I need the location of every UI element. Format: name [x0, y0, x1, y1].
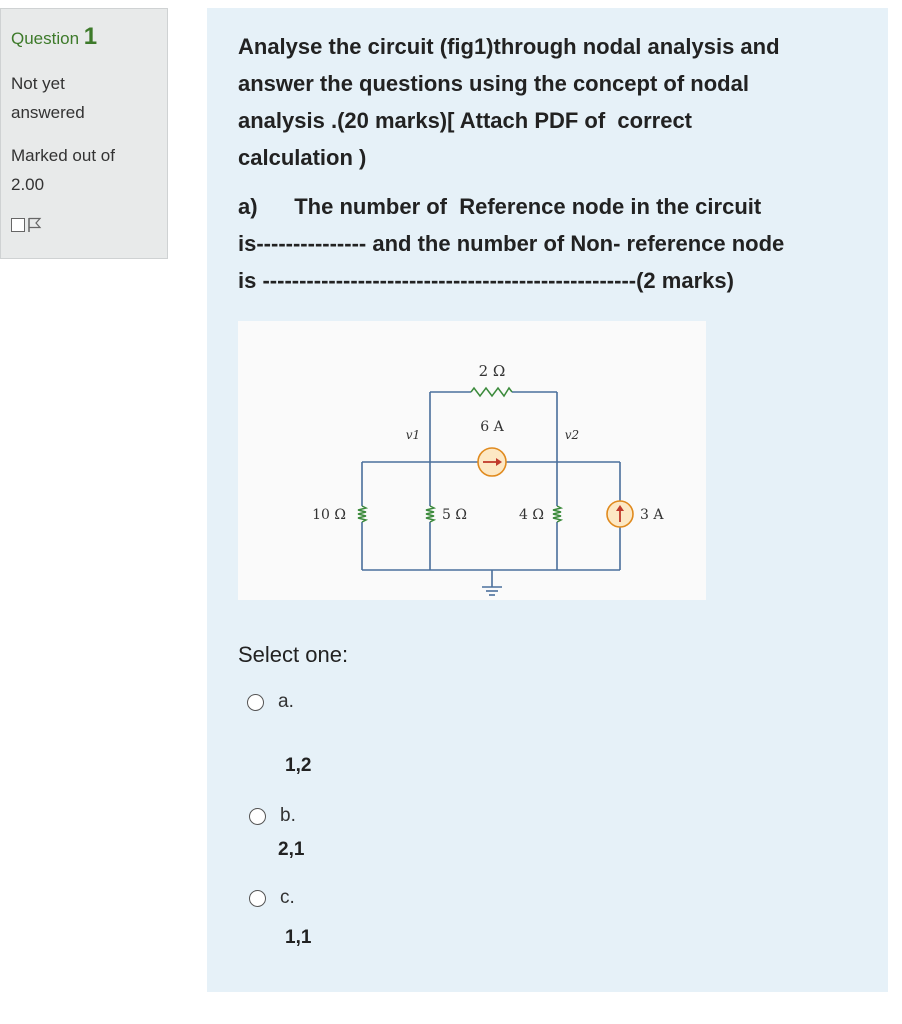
resistor-4ohm-icon: [553, 506, 561, 522]
flag-question-toggle[interactable]: [11, 217, 157, 233]
question-grade: [11, 141, 157, 199]
question-intro: [238, 28, 858, 176]
question-state: [11, 69, 157, 127]
question-label: Question: [11, 29, 80, 48]
radio-option-a[interactable]: [247, 694, 264, 711]
option-b-text[interactable]: 2,1: [278, 839, 305, 860]
current-source-3a-icon: [607, 501, 633, 527]
label-r-top: 2 Ω: [478, 362, 506, 380]
radio-option-b[interactable]: [249, 808, 266, 825]
question-part-a: [238, 188, 858, 299]
state-line2: answered: [11, 103, 85, 122]
state-line1: Not yet: [11, 74, 65, 93]
radio-option-c[interactable]: [249, 890, 266, 907]
answer-options: [238, 687, 858, 949]
intro-line: Analyse the circuit (fig1)through nodal analysis and: [238, 34, 780, 59]
resistor-10ohm-icon: [358, 506, 366, 522]
part-a-line: is--------------- and the number of Non- reference node: [238, 231, 785, 256]
flag-outline-icon[interactable]: [27, 217, 43, 233]
question-info-panel: [0, 8, 168, 259]
ground-icon: [482, 587, 502, 595]
answer-option-a[interactable]: [238, 687, 858, 777]
question-content: [207, 8, 888, 992]
option-a-text[interactable]: 1,2: [285, 755, 312, 776]
intro-line: answer the questions using the concept of nodal: [238, 71, 749, 96]
label-source-top: 6 A: [480, 419, 504, 435]
option-a-letter[interactable]: a.: [278, 691, 294, 712]
grade-line1: Marked out of: [11, 146, 115, 165]
intro-line: analysis .(20 marks)[ Attach PDF of correct: [238, 108, 693, 133]
label-r2: 5 Ω: [442, 507, 467, 523]
answer-option-b[interactable]: [238, 801, 858, 861]
question-number: [11, 23, 157, 51]
option-c-letter[interactable]: c.: [280, 887, 295, 908]
part-a-line: a) The number of Reference node in the circuit: [238, 194, 762, 219]
label-source-right: 3 A: [640, 507, 664, 523]
resistor-2ohm-icon: [471, 388, 512, 396]
grade-line2: 2.00: [11, 175, 45, 194]
part-a-line: is ---------------------------------------------------(2 marks): [238, 268, 734, 293]
intro-line: calculation ): [238, 145, 367, 170]
option-b-letter[interactable]: b.: [280, 805, 296, 826]
circuit-diagram: [238, 321, 706, 600]
resistors: [358, 388, 561, 522]
label-node1: v1: [405, 428, 421, 442]
option-c-text[interactable]: 1,1: [285, 927, 312, 948]
circuit-figure: [238, 321, 706, 600]
circuit-labels: [312, 362, 664, 523]
current-source-6a-icon: [478, 448, 506, 476]
question-number-value: 1: [83, 23, 98, 50]
resistor-5ohm-icon: [426, 506, 434, 522]
label-r3: 4 Ω: [519, 507, 544, 523]
question-text: [238, 28, 858, 299]
flag-checkbox[interactable]: [11, 218, 25, 232]
select-one-prompt: Select one:: [238, 642, 349, 667]
label-node2: v2: [564, 428, 580, 442]
answer-option-c[interactable]: [238, 883, 858, 949]
label-r1: 10 Ω: [312, 507, 346, 523]
